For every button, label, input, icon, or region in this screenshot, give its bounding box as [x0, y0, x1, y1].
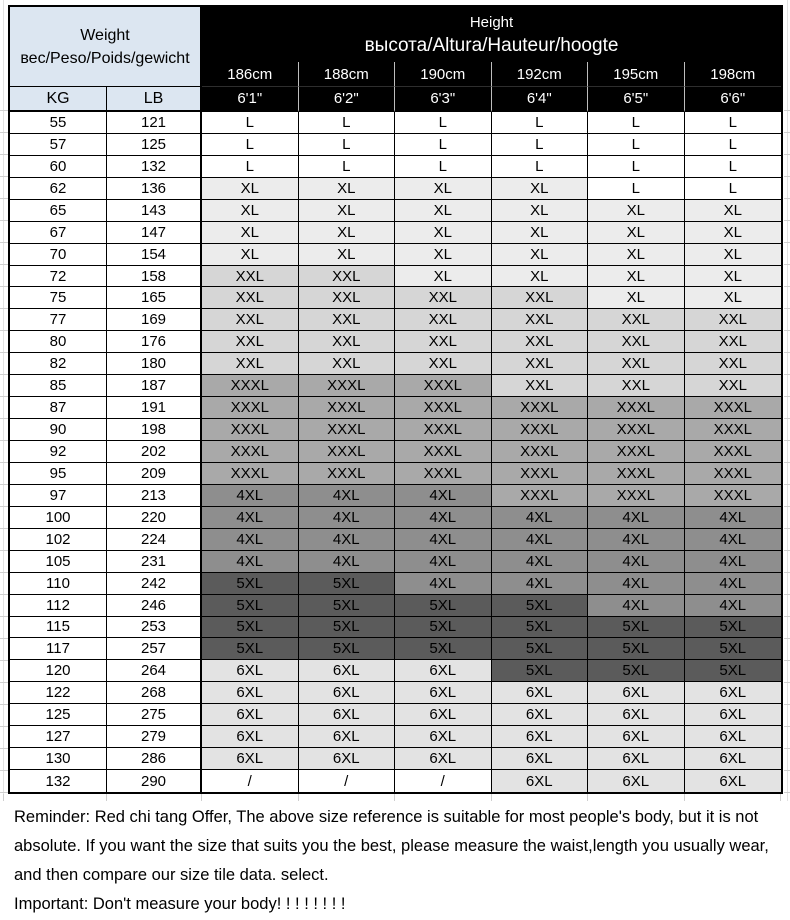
size-cell: XXL [202, 353, 299, 375]
lb-value-cell: 286 [107, 748, 202, 770]
column-gridline-stub [684, 794, 685, 801]
important-line: Important: Don't measure your body! ! ! ! ! ! ! ! [14, 895, 346, 913]
kg-value-cell: 77 [10, 309, 107, 331]
size-cell: 6XL [202, 748, 299, 770]
size-cell: 6XL [299, 726, 396, 748]
size-cell: 6XL [395, 726, 492, 748]
size-cell: 6XL [202, 726, 299, 748]
size-cell: XXXL [395, 419, 492, 441]
kg-value-cell: 97 [10, 485, 107, 507]
size-cell: XL [588, 222, 685, 244]
size-cell: XXXL [492, 485, 589, 507]
size-cell: 6XL [685, 726, 782, 748]
size-cell: L [202, 134, 299, 156]
size-cell: XXXL [588, 419, 685, 441]
size-cell: 4XL [492, 551, 589, 573]
size-cell: XL [588, 266, 685, 288]
size-cell: 6XL [588, 748, 685, 770]
size-cell: L [588, 156, 685, 178]
lb-value-cell: 158 [107, 266, 202, 288]
column-gridline-stub [201, 794, 202, 801]
size-cell: 4XL [202, 529, 299, 551]
size-cell: 4XL [685, 595, 782, 617]
size-cell: 4XL [588, 595, 685, 617]
lb-value-cell: 275 [107, 704, 202, 726]
kg-value-cell: 70 [10, 244, 107, 266]
kg-column-header: KG [10, 87, 107, 112]
size-cell: XXXL [202, 441, 299, 463]
size-cell: L [492, 112, 589, 134]
size-cell: XXL [685, 375, 782, 397]
size-cell: 4XL [299, 529, 396, 551]
height-col-ft-header: 6'6" [685, 87, 782, 112]
size-cell: 5XL [202, 573, 299, 595]
size-cell: 4XL [588, 573, 685, 595]
size-cell: XXL [588, 375, 685, 397]
size-cell: 6XL [395, 748, 492, 770]
size-cell: 6XL [299, 748, 396, 770]
kg-value-cell: 115 [10, 617, 107, 639]
column-gridline-stub [587, 794, 588, 801]
size-cell: 6XL [299, 660, 396, 682]
size-cell: XL [492, 222, 589, 244]
size-cell: 6XL [202, 682, 299, 704]
column-gridline-stub [491, 794, 492, 801]
lb-value-cell: 242 [107, 573, 202, 595]
size-cell: 5XL [299, 638, 396, 660]
lb-value-cell: 257 [107, 638, 202, 660]
size-chart-table [8, 5, 783, 794]
height-col-ft-header: 6'2" [299, 87, 396, 112]
size-cell: 6XL [492, 682, 589, 704]
height-title: Height [469, 13, 514, 31]
size-cell: L [395, 156, 492, 178]
size-cell: 5XL [588, 660, 685, 682]
kg-value-cell: 80 [10, 331, 107, 353]
kg-value-cell: 117 [10, 638, 107, 660]
size-cell: L [299, 134, 396, 156]
height-subtitle: высота/Altura/Hauteur/hoogte [364, 34, 619, 56]
size-cell: XXXL [685, 397, 782, 419]
lb-value-cell: 143 [107, 200, 202, 222]
size-cell: 6XL [395, 682, 492, 704]
size-cell: 4XL [395, 551, 492, 573]
lb-value-cell: 253 [107, 617, 202, 639]
size-cell: 6XL [202, 704, 299, 726]
size-cell: L [299, 156, 396, 178]
size-cell: XXXL [299, 463, 396, 485]
size-cell: L [492, 134, 589, 156]
size-cell: XL [588, 244, 685, 266]
size-cell: 6XL [588, 682, 685, 704]
size-cell: XXXL [492, 463, 589, 485]
size-cell: 4XL [685, 573, 782, 595]
size-cell: 5XL [299, 573, 396, 595]
size-cell: XXXL [202, 463, 299, 485]
size-cell: L [588, 112, 685, 134]
size-cell: XXXL [588, 463, 685, 485]
size-cell: 6XL [685, 770, 782, 792]
size-cell: 4XL [492, 507, 589, 529]
height-col-cm-header: 188cm [299, 62, 396, 87]
size-cell: 6XL [492, 726, 589, 748]
column-gridline-stub [106, 794, 107, 801]
lb-value-cell: 290 [107, 770, 202, 792]
kg-value-cell: 60 [10, 156, 107, 178]
lb-value-cell: 279 [107, 726, 202, 748]
height-col-ft-header: 6'1" [202, 87, 299, 112]
lb-column-header: LB [107, 87, 202, 112]
size-cell: 4XL [685, 551, 782, 573]
size-cell: XXL [202, 287, 299, 309]
size-cell: XXXL [588, 485, 685, 507]
size-cell: XL [492, 244, 589, 266]
kg-value-cell: 87 [10, 397, 107, 419]
size-cell: 5XL [492, 660, 589, 682]
size-cell: L [299, 112, 396, 134]
size-cell: 6XL [588, 726, 685, 748]
height-col-cm-header: 198cm [685, 62, 782, 87]
size-cell: XXXL [395, 397, 492, 419]
column-gridline-stub [394, 794, 395, 801]
lb-value-cell: 202 [107, 441, 202, 463]
height-col-cm-header: 186cm [202, 62, 299, 87]
size-cell: XL [685, 287, 782, 309]
size-cell: L [202, 156, 299, 178]
size-cell: 4XL [588, 529, 685, 551]
weight-header-cell [10, 7, 202, 87]
size-cell: XL [299, 200, 396, 222]
kg-value-cell: 62 [10, 178, 107, 200]
size-cell: XXL [492, 287, 589, 309]
size-cell: XXL [299, 331, 396, 353]
kg-value-cell: 82 [10, 353, 107, 375]
size-cell: 6XL [395, 660, 492, 682]
reminder-line-1: Reminder: Red chi tang Offer, The above size reference is suitable for most people's body, but it is not [14, 808, 759, 826]
size-cell: 6XL [685, 748, 782, 770]
size-cell: XXL [202, 266, 299, 288]
reminder-text [14, 803, 786, 919]
kg-value-cell: 75 [10, 287, 107, 309]
size-cell: 4XL [395, 573, 492, 595]
kg-value-cell: 122 [10, 682, 107, 704]
height-col-ft-header: 6'5" [588, 87, 685, 112]
size-cell: 5XL [202, 617, 299, 639]
size-cell: XXXL [588, 397, 685, 419]
size-cell: L [685, 156, 782, 178]
size-cell: 6XL [685, 704, 782, 726]
size-cell: XL [588, 200, 685, 222]
size-cell: XXXL [299, 441, 396, 463]
size-cell: XXL [492, 331, 589, 353]
height-col-ft-header: 6'4" [492, 87, 589, 112]
size-cell: XXL [492, 375, 589, 397]
size-cell: 4XL [395, 507, 492, 529]
size-cell: XL [492, 266, 589, 288]
size-cell: XL [685, 244, 782, 266]
size-cell: L [202, 112, 299, 134]
size-cell: L [492, 156, 589, 178]
size-cell: XXL [395, 287, 492, 309]
lb-value-cell: 191 [107, 397, 202, 419]
kg-value-cell: 125 [10, 704, 107, 726]
lb-value-cell: 220 [107, 507, 202, 529]
lb-value-cell: 121 [107, 112, 202, 134]
reminder-line-2: absolute. If you want the size that suits you the best, please measure the waist,length you usually wear, [14, 837, 769, 855]
lb-value-cell: 209 [107, 463, 202, 485]
size-cell: 5XL [492, 638, 589, 660]
size-cell: 5XL [685, 617, 782, 639]
size-cell: XL [395, 222, 492, 244]
kg-value-cell: 132 [10, 770, 107, 792]
lb-value-cell: 147 [107, 222, 202, 244]
size-cell: XXL [685, 331, 782, 353]
size-cell: XL [492, 178, 589, 200]
kg-value-cell: 90 [10, 419, 107, 441]
lb-value-cell: 132 [107, 156, 202, 178]
size-cell: 5XL [299, 617, 396, 639]
kg-value-cell: 92 [10, 441, 107, 463]
lb-value-cell: 213 [107, 485, 202, 507]
size-cell: 6XL [299, 704, 396, 726]
size-cell: XXXL [588, 441, 685, 463]
size-cell: 5XL [588, 638, 685, 660]
kg-value-cell: 130 [10, 748, 107, 770]
lb-value-cell: 180 [107, 353, 202, 375]
size-cell: 4XL [202, 507, 299, 529]
lb-value-cell: 165 [107, 287, 202, 309]
size-cell: 5XL [492, 617, 589, 639]
size-cell: 6XL [492, 748, 589, 770]
size-cell: 4XL [299, 507, 396, 529]
size-cell: 6XL [202, 660, 299, 682]
column-gridline-stub [3, 794, 4, 801]
size-cell: XXXL [299, 419, 396, 441]
size-cell: XL [492, 200, 589, 222]
size-cell: XXXL [685, 463, 782, 485]
kg-value-cell: 95 [10, 463, 107, 485]
size-cell: 5XL [395, 638, 492, 660]
size-cell: XXXL [685, 485, 782, 507]
size-cell: 5XL [588, 617, 685, 639]
size-cell: XXXL [395, 463, 492, 485]
lb-value-cell: 246 [107, 595, 202, 617]
size-cell: 4XL [588, 551, 685, 573]
size-cell: L [685, 112, 782, 134]
size-cell: XXL [202, 331, 299, 353]
size-cell: XL [202, 222, 299, 244]
size-cell: XL [202, 200, 299, 222]
size-cell: 6XL [299, 682, 396, 704]
size-cell: 4XL [395, 485, 492, 507]
lb-value-cell: 136 [107, 178, 202, 200]
kg-value-cell: 57 [10, 134, 107, 156]
lb-value-cell: 231 [107, 551, 202, 573]
kg-value-cell: 55 [10, 112, 107, 134]
size-cell: XXXL [395, 441, 492, 463]
reminder-line-3: and then compare our size tile data. select. [14, 866, 329, 884]
size-cell: XXL [202, 309, 299, 331]
size-cell: / [395, 770, 492, 792]
size-cell: 4XL [492, 573, 589, 595]
size-cell: XL [202, 178, 299, 200]
size-cell: 5XL [395, 617, 492, 639]
size-cell: L [588, 134, 685, 156]
size-cell: XXXL [395, 375, 492, 397]
size-cell: XXL [395, 331, 492, 353]
size-cell: XXXL [202, 397, 299, 419]
kg-value-cell: 112 [10, 595, 107, 617]
size-cell: XXL [685, 309, 782, 331]
size-cell: 4XL [202, 551, 299, 573]
size-cell: 6XL [492, 770, 589, 792]
right-gutter-row-ticks [784, 110, 790, 794]
kg-value-cell: 67 [10, 222, 107, 244]
lb-value-cell: 187 [107, 375, 202, 397]
size-cell: L [395, 134, 492, 156]
left-gutter-row-ticks [0, 110, 8, 794]
size-cell: XXL [588, 309, 685, 331]
size-cell: XXL [299, 309, 396, 331]
size-cell: XXL [588, 353, 685, 375]
kg-value-cell: 72 [10, 266, 107, 288]
kg-value-cell: 105 [10, 551, 107, 573]
size-cell: 5XL [685, 660, 782, 682]
size-cell: XL [395, 200, 492, 222]
size-cell: XL [299, 178, 396, 200]
size-cell: XL [685, 266, 782, 288]
size-cell: XL [395, 266, 492, 288]
kg-value-cell: 102 [10, 529, 107, 551]
size-cell: L [685, 134, 782, 156]
size-cell: 4XL [299, 485, 396, 507]
size-cell: 5XL [395, 595, 492, 617]
column-gridline-stub [780, 794, 781, 801]
size-cell: / [299, 770, 396, 792]
size-cell: 4XL [588, 507, 685, 529]
size-cell: L [588, 178, 685, 200]
size-cell: XL [299, 222, 396, 244]
size-cell: XXL [492, 353, 589, 375]
size-cell: XL [299, 244, 396, 266]
lb-value-cell: 169 [107, 309, 202, 331]
size-cell: XL [395, 244, 492, 266]
height-col-cm-header: 192cm [492, 62, 589, 87]
height-col-cm-header: 190cm [395, 62, 492, 87]
size-cell: 4XL [492, 529, 589, 551]
size-cell: XXL [299, 287, 396, 309]
size-cell: XL [685, 200, 782, 222]
size-cell: 5XL [685, 638, 782, 660]
size-cell: XXL [588, 331, 685, 353]
kg-value-cell: 65 [10, 200, 107, 222]
size-cell: XL [395, 178, 492, 200]
height-col-cm-header: 195cm [588, 62, 685, 87]
size-cell: 5XL [202, 638, 299, 660]
size-cell: 6XL [588, 704, 685, 726]
size-cell: 4XL [685, 529, 782, 551]
size-cell: XXL [685, 353, 782, 375]
lb-value-cell: 176 [107, 331, 202, 353]
lb-value-cell: 268 [107, 682, 202, 704]
weight-title: Weight [80, 26, 130, 44]
size-cell: XXXL [492, 441, 589, 463]
size-cell: XXL [395, 309, 492, 331]
size-cell: XXL [299, 353, 396, 375]
size-cell: XXXL [299, 397, 396, 419]
size-cell: / [202, 770, 299, 792]
size-cell: 4XL [299, 551, 396, 573]
size-cell: 5XL [492, 595, 589, 617]
lb-value-cell: 154 [107, 244, 202, 266]
column-gridline-stub [298, 794, 299, 801]
size-cell: XL [685, 222, 782, 244]
height-col-ft-header: 6'3" [395, 87, 492, 112]
size-cell: XL [588, 287, 685, 309]
size-cell: 4XL [202, 485, 299, 507]
lb-value-cell: 198 [107, 419, 202, 441]
size-cell: XXXL [685, 441, 782, 463]
height-header-cell [202, 7, 781, 62]
size-cell: XXL [492, 309, 589, 331]
size-cell: L [395, 112, 492, 134]
kg-value-cell: 120 [10, 660, 107, 682]
size-cell: 5XL [299, 595, 396, 617]
size-cell: 6XL [395, 704, 492, 726]
size-cell: 6XL [588, 770, 685, 792]
lb-value-cell: 224 [107, 529, 202, 551]
size-cell: L [685, 178, 782, 200]
size-cell: XXXL [685, 419, 782, 441]
size-cell: 4XL [395, 529, 492, 551]
kg-value-cell: 127 [10, 726, 107, 748]
lb-value-cell: 264 [107, 660, 202, 682]
weight-subtitle: вес/Peso/Poids/gewicht [20, 49, 190, 67]
size-cell: XXXL [202, 419, 299, 441]
size-cell: 4XL [685, 507, 782, 529]
size-cell: XXXL [492, 397, 589, 419]
size-cell: XXXL [492, 419, 589, 441]
kg-value-cell: 110 [10, 573, 107, 595]
size-cell: XXXL [299, 375, 396, 397]
size-cell: XXL [395, 353, 492, 375]
kg-value-cell: 85 [10, 375, 107, 397]
size-cell: 6XL [492, 704, 589, 726]
size-cell: XXXL [202, 375, 299, 397]
kg-value-cell: 100 [10, 507, 107, 529]
size-cell: XL [202, 244, 299, 266]
size-cell: 5XL [202, 595, 299, 617]
lb-value-cell: 125 [107, 134, 202, 156]
size-cell: XXL [299, 266, 396, 288]
size-cell: 6XL [685, 682, 782, 704]
